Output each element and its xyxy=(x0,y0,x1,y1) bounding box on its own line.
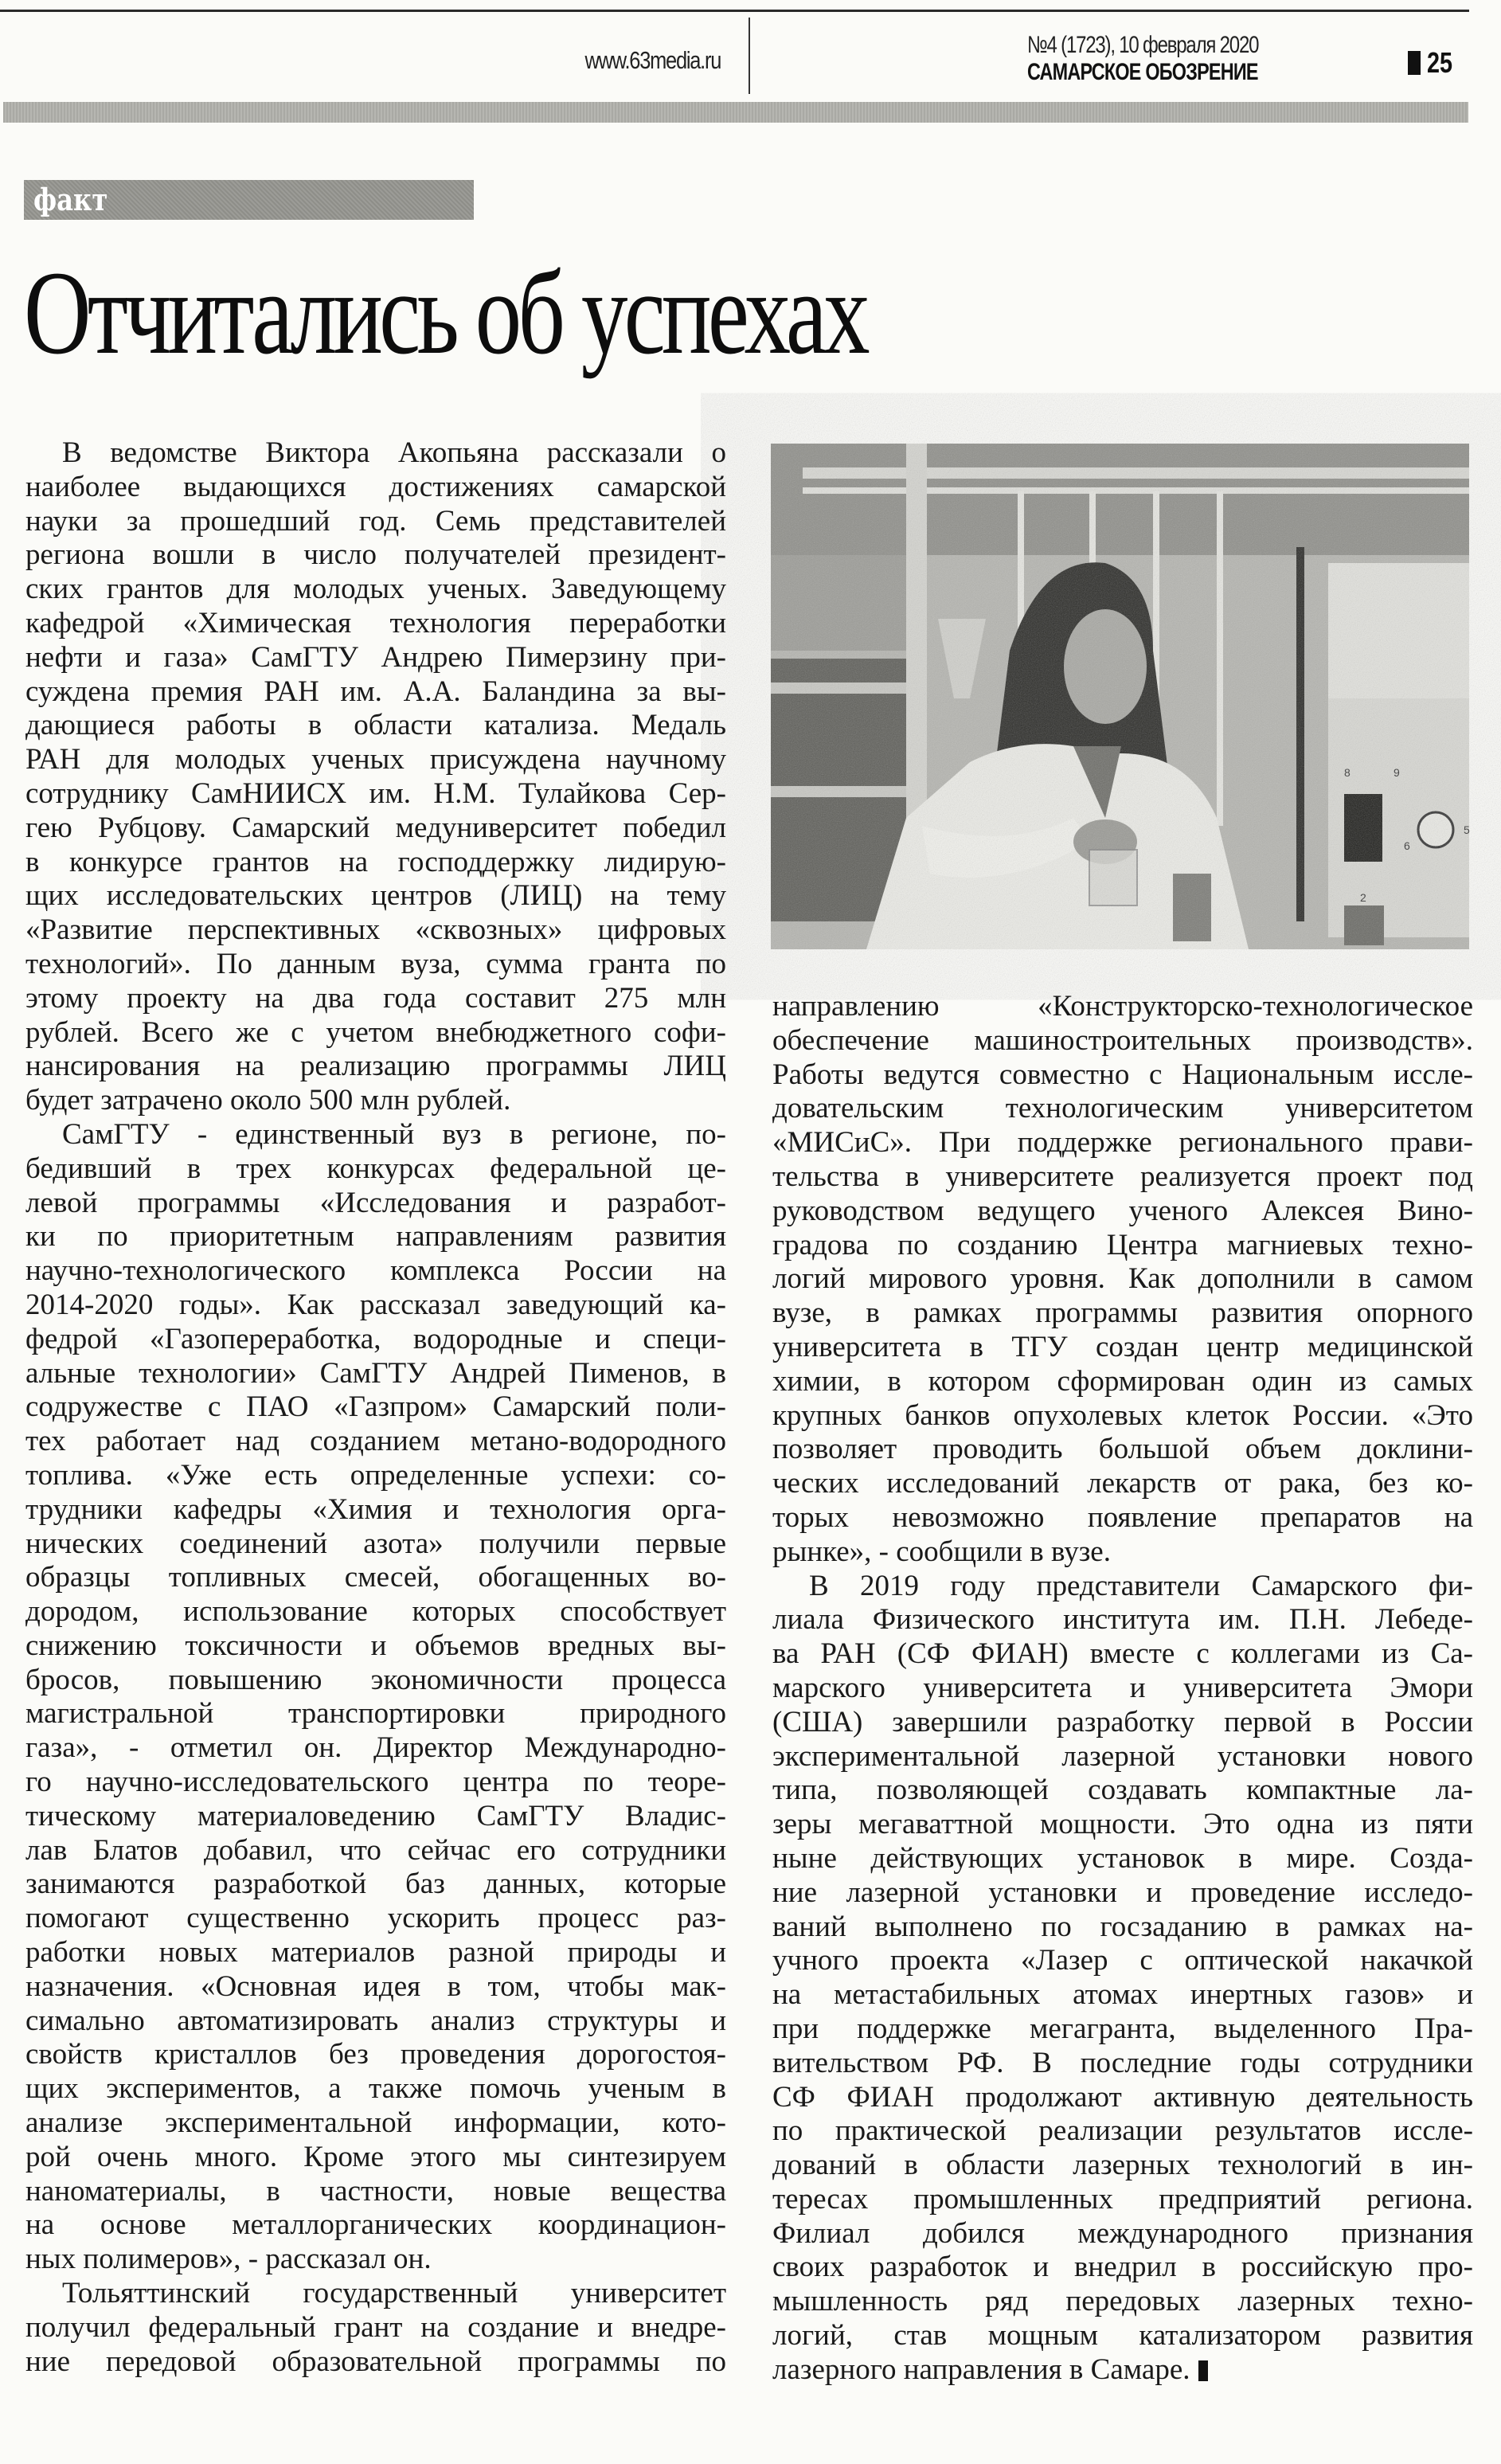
text-line-content: логий мирового уровня. Как дополнили в самом xyxy=(772,1262,1473,1296)
text-line-content: химии, в котором сформирован один из самых xyxy=(772,1364,1473,1398)
text-line xyxy=(772,1297,1473,1331)
text-line-content: щих экспериментов, а также помочь ученым в xyxy=(25,2072,726,2106)
text-line xyxy=(25,1902,726,1936)
text-line-content: позволяет проводить большой объем доклини- xyxy=(772,1433,1473,1466)
text-line xyxy=(25,1595,726,1629)
text-line-content: ки по приоритетным направлениям развития xyxy=(25,1220,726,1254)
text-line xyxy=(772,1092,1473,1126)
text-line xyxy=(772,2217,1473,2251)
text-line xyxy=(25,2311,726,2345)
text-line xyxy=(25,1323,726,1357)
text-line xyxy=(25,2106,726,2141)
text-line-content: ныне действующих установок в мире. Созда- xyxy=(772,1841,1473,1875)
text-line xyxy=(25,2141,726,2175)
text-line xyxy=(25,1527,726,1562)
text-line-content: довательским технологическим университетом xyxy=(772,1092,1473,1125)
text-line xyxy=(25,2345,726,2380)
text-line xyxy=(25,1834,726,1868)
article-headline: Отчитались об успехах xyxy=(24,247,866,379)
text-line-content: наиболее выдающихся достижениях самарской xyxy=(25,470,726,503)
text-line xyxy=(772,1774,1473,1808)
text-line-content: университета в ТГУ создан центр медицинской xyxy=(772,1330,1473,1363)
text-line xyxy=(772,1944,1473,1978)
text-line xyxy=(772,1024,1473,1058)
text-line xyxy=(772,2047,1473,2081)
text-line xyxy=(772,1365,1473,1399)
text-line-content: альные технологии» СамГТУ Андрей Пименов, в xyxy=(25,1356,726,1390)
text-line-content: Тольяттинский государственный университет xyxy=(62,2277,726,2310)
text-line xyxy=(772,1058,1473,1093)
header-band xyxy=(3,102,1468,123)
text-line-content: нефти и газа» СамГТУ Андрею Пимерзину при- xyxy=(25,640,726,674)
text-line-content: Работы ведутся совместно с Национальным иссле- xyxy=(772,1058,1473,1091)
article-column-left xyxy=(25,436,726,2379)
text-line-content: ние лазерной установки и проведение исследо- xyxy=(772,1875,1473,1909)
text-line xyxy=(25,777,726,812)
text-line-content: крупных банков опухолевых клеток России. «Это xyxy=(772,1398,1473,1432)
text-line-content: 2014-2020 годы». Как рассказал заведующий ка- xyxy=(25,1288,726,1321)
text-line xyxy=(772,1603,1473,1637)
text-line-content: рублей. Всего же с учетом внебюджетного софи- xyxy=(25,1015,726,1049)
text-line-content: топлива. «Уже есть определенные успехи: со- xyxy=(25,1458,726,1492)
text-line xyxy=(25,2072,726,2106)
text-line xyxy=(772,1467,1473,1501)
text-line-content: лиала Физического института им. П.Н. Лебеде- xyxy=(772,1603,1473,1637)
newspaper-name: САМАРСКОЕ ОБОЗРЕНИЕ xyxy=(1027,59,1258,85)
text-line-content: технологий». По данным вуза, сумма гранта по xyxy=(25,947,726,980)
text-line xyxy=(25,1459,726,1493)
text-line-content: гею Рубцову. Самарский медуниверситет победил xyxy=(25,811,726,844)
text-line xyxy=(25,505,726,539)
text-line xyxy=(772,1399,1473,1433)
text-line-content: образцы топливных смесей, обогащенных во- xyxy=(25,1561,726,1594)
text-line-content: го научно-исследовательского центра по теоре- xyxy=(25,1766,726,1799)
text-line-content: СФ ФИАН продолжают активную деятельность xyxy=(772,2080,1473,2114)
text-line xyxy=(25,1766,726,1800)
text-line xyxy=(25,2175,726,2209)
text-line xyxy=(25,1254,726,1289)
text-line-content: лав Блатов добавил, что сейчас его сотрудники xyxy=(25,1833,726,1867)
text-line-content: РАН для молодых ученых присуждена научному xyxy=(25,743,726,776)
text-line xyxy=(25,812,726,846)
text-line-content: градова по созданию Центра магниевых техно- xyxy=(772,1228,1473,1261)
text-line-content: зеры мегаваттной мощности. Это одна из пяти xyxy=(772,1808,1473,1841)
text-line-content: «Развитие перспективных «сквозных» цифровых xyxy=(25,913,726,947)
text-line xyxy=(772,1672,1473,1706)
text-line xyxy=(772,1978,1473,2012)
text-line-content: мышленность ряд передовых лазерных техно- xyxy=(772,2285,1473,2318)
text-line-content: бедивший в трех конкурсах федеральной це- xyxy=(25,1152,726,1185)
text-line-content: получил федеральный грант на создание и внедре- xyxy=(25,2310,726,2344)
text-line-content: нических соединений азота» получили первые xyxy=(25,1527,726,1560)
text-line xyxy=(25,879,726,913)
top-rule xyxy=(0,10,1469,12)
text-line-content: будет затрачено около 500 млн рублей. xyxy=(25,1084,511,1117)
text-line-content: трудники кафедры «Химия и технология орга- xyxy=(25,1492,726,1526)
text-line-content: в конкурсе грантов на господдержку лидирую- xyxy=(25,845,726,878)
text-line-content: учного проекта «Лазер с оптической накачкой xyxy=(772,1944,1473,1977)
text-line-content: работки новых материалов разной природы и xyxy=(25,1936,726,1969)
text-line-content: сотруднику СамНИИСХ им. Н.М. Тулайкова Сер- xyxy=(25,776,726,810)
text-line-content: этому проекту на два года составит 275 млн xyxy=(25,981,726,1015)
text-line-content: содружестве с ПАО «Газпром» Самарский поли- xyxy=(25,1390,726,1424)
text-line xyxy=(772,2251,1473,2285)
text-line xyxy=(772,1740,1473,1774)
text-line-content: тересах промышленных предприятий региона. xyxy=(772,2182,1473,2216)
page-number: 25 xyxy=(1427,46,1453,79)
text-line xyxy=(772,2081,1473,2115)
text-line xyxy=(772,1229,1473,1263)
text-line-content: занимаются разработкой баз данных, которые xyxy=(25,1868,726,1901)
text-line xyxy=(25,1731,726,1766)
text-line xyxy=(25,1493,726,1527)
text-line-content: на основе металлорганических координацион- xyxy=(25,2208,726,2242)
text-line xyxy=(772,2012,1473,2047)
text-line xyxy=(25,607,726,641)
text-line xyxy=(25,641,726,675)
text-line xyxy=(25,1289,726,1323)
issue-info: №4 (1723), 10 февраля 2020 xyxy=(1027,32,1259,58)
text-line xyxy=(772,1808,1473,1842)
text-line-content: свойств кристаллов без проведения дорогостоя- xyxy=(25,2038,726,2071)
text-line-content: газа», - отметил он. Директор Международно- xyxy=(25,1731,726,1765)
text-line xyxy=(25,538,726,573)
text-line-content: магистральной транспортировки природного xyxy=(25,1697,726,1731)
rubric-label: факт xyxy=(33,182,108,217)
text-line xyxy=(25,1970,726,2004)
text-line xyxy=(25,1629,726,1664)
text-line-content: помогают существенно ускорить процесс раз- xyxy=(25,1902,726,1935)
text-line-content: бросов, повышению экономичности процесса xyxy=(25,1663,726,1696)
text-line-content: марского университета и университета Эмори xyxy=(772,1671,1473,1704)
text-line xyxy=(772,1911,1473,1945)
text-line-content: В 2019 году представители Самарского фи- xyxy=(809,1569,1473,1602)
text-line-content: ческих исследований лекарств от рака, без ко- xyxy=(772,1467,1473,1500)
text-line-content: ние передовой образовательной программы по xyxy=(25,2345,726,2378)
text-line xyxy=(25,1220,726,1254)
text-line-content: суждена премия РАН им. А.А. Баландина за вы- xyxy=(25,675,726,708)
text-line xyxy=(25,709,726,743)
text-line-content: анализе экспериментальной информации, кото- xyxy=(25,2106,726,2140)
text-line xyxy=(25,675,726,710)
text-line xyxy=(25,913,726,948)
text-line-content: В ведомстве Виктора Акопьяна рассказали о xyxy=(62,436,726,469)
text-line-content: дородом, использование которых способствует xyxy=(25,1595,726,1629)
text-line xyxy=(25,1868,726,1902)
text-line xyxy=(25,1016,726,1050)
text-line xyxy=(25,1152,726,1187)
site-url[interactable]: www.63media.ru xyxy=(584,46,721,74)
text-line-content: ва РАН (СФ ФИАН) вместе с коллегами из Са- xyxy=(772,1637,1473,1671)
text-line xyxy=(772,2149,1473,2183)
text-line-content: своих разработок и внедрил в российскую про- xyxy=(772,2251,1473,2284)
text-line-content: экспериментальной лазерной установки нового xyxy=(772,1739,1473,1773)
text-line xyxy=(25,1390,726,1425)
text-line xyxy=(25,1425,726,1459)
text-line-content: обеспечение машиностроительных производств». xyxy=(772,1023,1473,1057)
text-line-content: кафедрой «Химическая технология переработки xyxy=(25,606,726,639)
text-line-content: на метастабильных атомах инертных газов» и xyxy=(772,1978,1473,2012)
text-line-content: торых невозможно появление препаратов на xyxy=(772,1500,1473,1534)
text-line xyxy=(772,1637,1473,1672)
text-line xyxy=(25,1118,726,1152)
text-line-content: снижению токсичности и объемов вредных вы- xyxy=(25,1629,726,1662)
text-line xyxy=(25,846,726,880)
text-line xyxy=(25,982,726,1016)
text-line xyxy=(25,1561,726,1595)
text-line xyxy=(25,2038,726,2072)
text-line-content: нансирования на реализацию программы ЛИЦ xyxy=(25,1050,726,1083)
text-line xyxy=(25,743,726,777)
text-line xyxy=(25,573,726,607)
text-line xyxy=(772,1570,1473,1604)
article-photo xyxy=(771,444,1469,949)
text-line xyxy=(772,1433,1473,1467)
text-line-content: по практической реализации результатов иссле- xyxy=(772,2114,1473,2148)
text-line xyxy=(25,1936,726,1970)
text-line xyxy=(772,2183,1473,2217)
text-line-content: логий, став мощным катализатором развития xyxy=(772,2319,1473,2353)
text-line-content: научно-технологического комплекса России на xyxy=(25,1254,726,1288)
text-line xyxy=(25,1800,726,1834)
text-line-content: тельства в университете реализуется проект под xyxy=(772,1160,1473,1193)
rubric-tag xyxy=(24,180,474,220)
text-line xyxy=(25,1187,726,1221)
text-line-content: рой очень много. Кроме этого мы синтезируем xyxy=(25,2140,726,2173)
text-line-content: типа, позволяющей создавать компактные ла- xyxy=(772,1774,1473,1807)
text-line-content: направлению «Конструкторско-технологическое xyxy=(772,990,1473,1023)
text-line-content: «МИСиС». При поддержке регионального прави- xyxy=(772,1126,1473,1160)
text-line xyxy=(772,1842,1473,1876)
text-line xyxy=(772,1501,1473,1535)
text-line xyxy=(772,1535,1473,1570)
article-column-right xyxy=(772,990,1473,2388)
text-line xyxy=(772,990,1473,1024)
text-line-content: рынке», - сообщили в вузе. xyxy=(772,1535,1111,1568)
text-line-content: ных полимеров», - рассказал он. xyxy=(25,2243,432,2276)
page-marker-square-icon xyxy=(1408,51,1421,75)
text-line-content: дований в области лазерных технологий в ин- xyxy=(772,2149,1473,2182)
text-line xyxy=(772,1160,1473,1195)
text-line-content: федрой «Газопереработка, водородные и специ- xyxy=(25,1322,726,1355)
text-line-content: СамГТУ - единственный вуз в регионе, по- xyxy=(62,1117,726,1151)
text-line xyxy=(772,1195,1473,1229)
text-line xyxy=(772,1126,1473,1160)
text-line xyxy=(25,948,726,982)
text-line-content: назначения. «Основная идея в том, чтобы мак- xyxy=(25,1969,726,2003)
text-line-content: (США) завершили разработку первой в России xyxy=(772,1705,1473,1738)
text-line xyxy=(25,1084,726,1118)
text-line xyxy=(772,1262,1473,1297)
text-line xyxy=(25,1050,726,1084)
text-line-content: лазерного направления в Самаре. xyxy=(772,2353,1190,2386)
text-line xyxy=(772,2353,1473,2388)
text-line xyxy=(25,2243,726,2277)
text-line xyxy=(25,2004,726,2039)
text-line xyxy=(25,1664,726,1698)
text-line xyxy=(772,1876,1473,1911)
text-line-content: симально автоматизировать анализ структуры и xyxy=(25,2004,726,2037)
text-line xyxy=(25,2277,726,2311)
text-line-content: Филиал добился международного признания xyxy=(772,2216,1473,2250)
text-line xyxy=(25,436,726,471)
text-line-content: левой программы «Исследования и разработ- xyxy=(25,1186,726,1219)
text-line-content: ских грантов для молодых ученых. Заведующему xyxy=(25,573,726,606)
text-line-content: щих исследовательских центров (ЛИЦ) на тему xyxy=(25,879,726,913)
text-line xyxy=(772,2114,1473,2149)
text-line-content: тех работает над созданием метано-водородного xyxy=(25,1425,726,1458)
text-line xyxy=(25,1357,726,1391)
text-line-content: вительством РФ. В последние годы сотрудники xyxy=(772,2046,1473,2079)
header-divider xyxy=(749,18,750,94)
text-line xyxy=(772,2319,1473,2353)
text-line xyxy=(772,2285,1473,2319)
lab-photo-illustration xyxy=(771,444,1469,949)
text-line-content: наноматериалы, в частности, новые вещества xyxy=(25,2174,726,2208)
text-line-content: тическому материаловедению СамГТУ Владис- xyxy=(25,1799,726,1832)
text-line-content: руководством ведущего ученого Алексея Вино- xyxy=(772,1194,1473,1227)
text-line-content: при поддержке мегагранта, выделенного Пра- xyxy=(772,2012,1473,2045)
text-line-content: науки за прошедший год. Семь представителей xyxy=(25,504,726,538)
text-line-content: дающиеся работы в области катализа. Медаль xyxy=(25,709,726,742)
text-line-content: региона вошли в число получателей президент- xyxy=(25,538,726,572)
end-of-article-square-icon xyxy=(1198,2360,1208,2381)
text-line-content: вузе, в рамках программы развития опорного xyxy=(772,1297,1473,1330)
text-line xyxy=(25,471,726,505)
text-line-content: ваний выполнено по госзаданию в рамках на- xyxy=(772,1910,1473,1943)
text-line xyxy=(772,1331,1473,1365)
text-line xyxy=(25,1697,726,1731)
text-line xyxy=(25,2208,726,2243)
text-line xyxy=(772,1706,1473,1740)
